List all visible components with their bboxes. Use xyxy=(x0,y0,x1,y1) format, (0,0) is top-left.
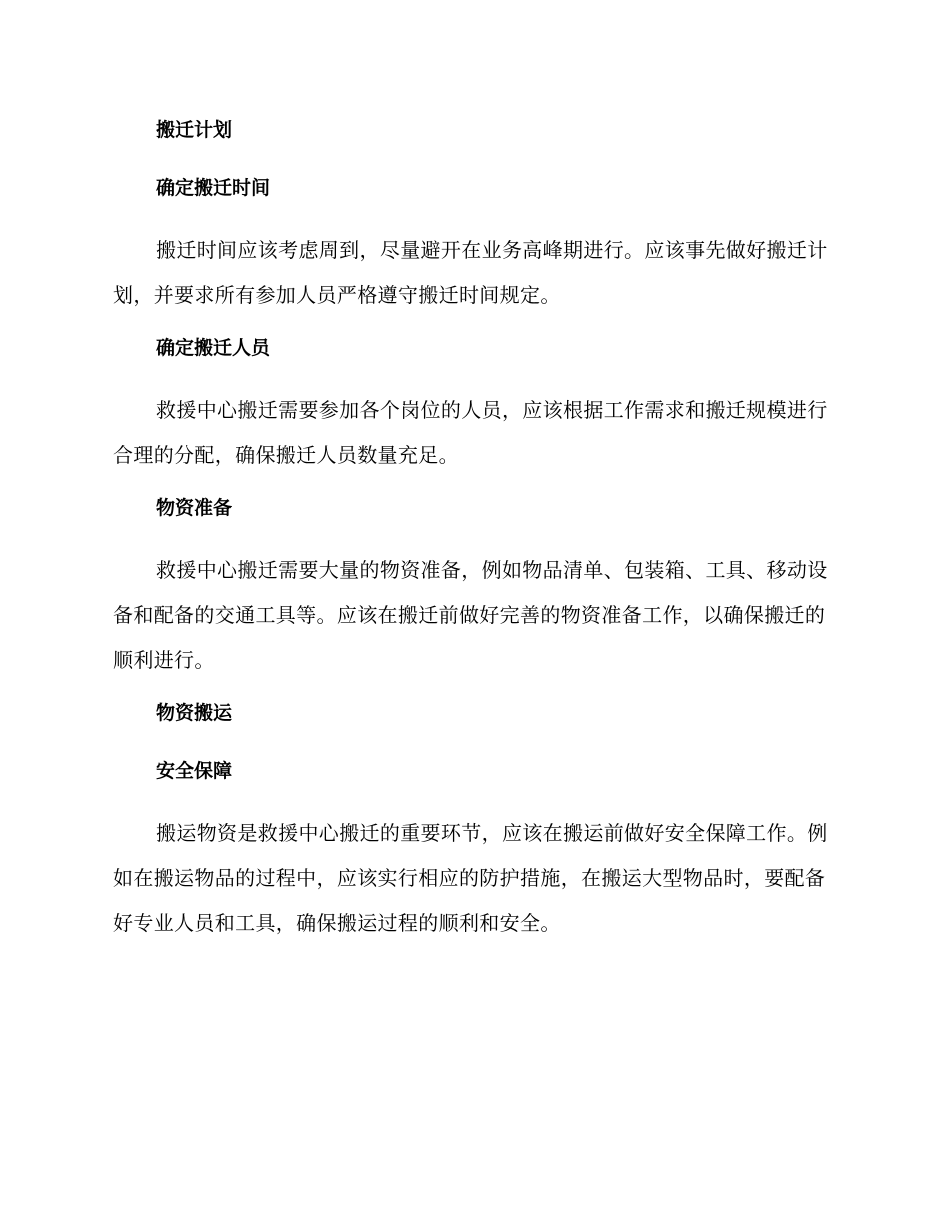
paragraph-relocation-personnel: 救援中心搬迁需要参加各个岗位的人员，应该根据工作需求和搬迁规模进行合理的分配，确保搬迁人员数量充足。 xyxy=(113,398,828,467)
document-body xyxy=(113,112,833,958)
subsection-title-material-transport: 物资搬运 xyxy=(156,702,233,724)
subsection-title-determine-personnel: 确定搬迁人员 xyxy=(156,337,271,359)
subsection-title-determine-time: 确定搬迁时间 xyxy=(156,177,271,199)
paragraph-relocation-time: 搬迁时间应该考虑周到，尽量避开在业务高峰期进行。应该事先做好搬迁计划，并要求所有参加人员严格遵守搬迁时间规定。 xyxy=(113,238,828,307)
paragraph-safety-assurance: 搬运物资是救援中心搬迁的重要环节，应该在搬运前做好安全保障工作。例如在搬运物品的过程中，应该实行相应的防护措施，在搬运大型物品时，要配备好专业人员和工具，确保搬运过程的顺利和安全。 xyxy=(113,821,828,935)
section-title-relocation-plan: 搬迁计划 xyxy=(156,119,233,141)
paragraph-material-preparation: 救援中心搬迁需要大量的物资准备，例如物品清单、包装箱、工具、移动设备和配备的交通工具等。应该在搬迁前做好完善的物资准备工作，以确保搬迁的顺利进行。 xyxy=(113,558,828,672)
subsection-title-safety-assurance: 安全保障 xyxy=(156,760,233,782)
subsection-title-material-preparation: 物资准备 xyxy=(156,497,233,519)
